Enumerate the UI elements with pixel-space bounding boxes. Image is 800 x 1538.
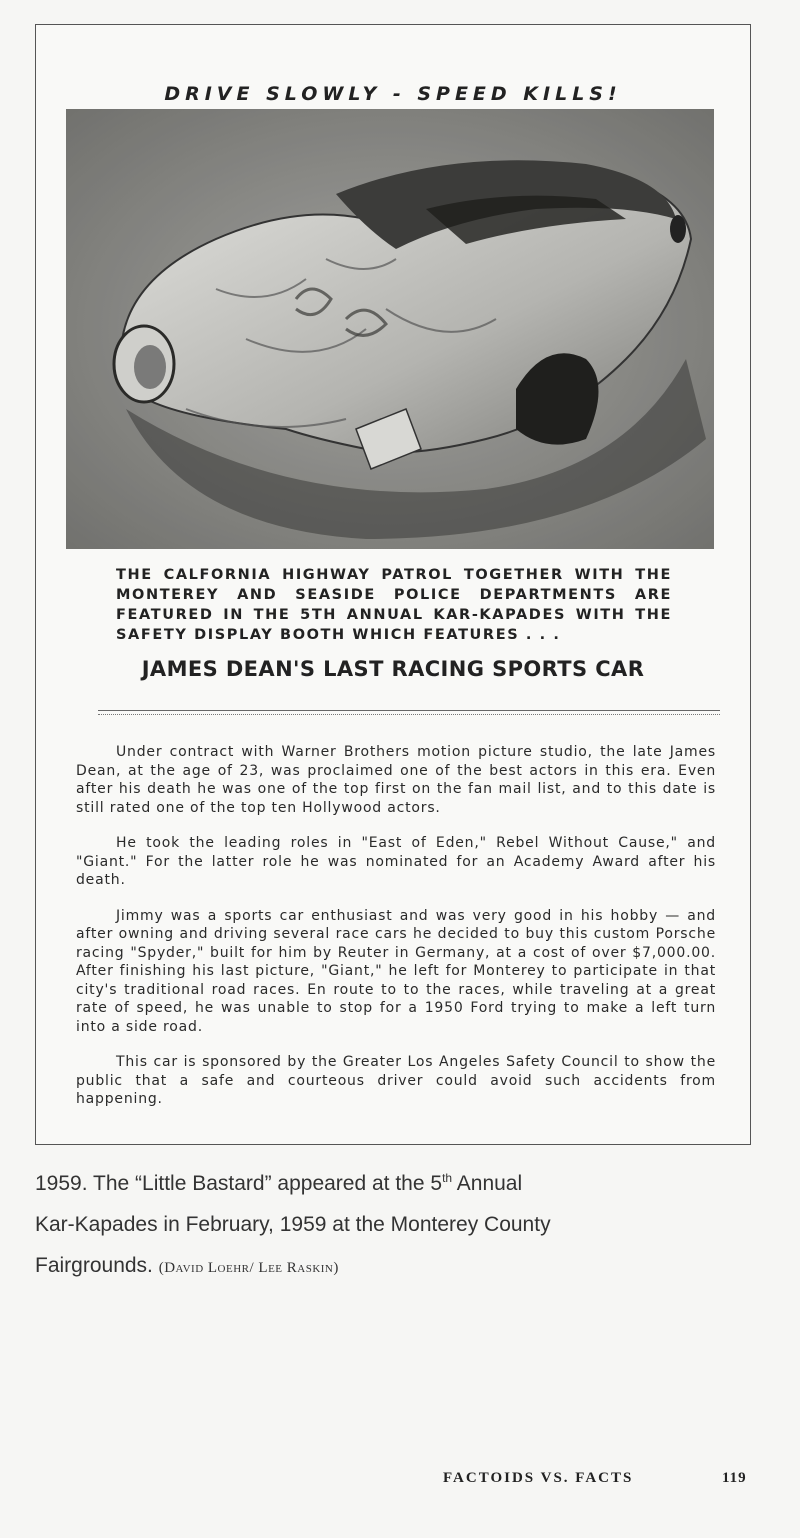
article-body [76, 743, 716, 1126]
newspaper-clipping [35, 24, 751, 1145]
caption-line-1-start: 1959. The “Little Bastard” appeared at the 5 [35, 1172, 443, 1195]
article-paragraph: Jimmy was a sports car enthusiast and was very good in his hobby — and after owning and driving several race cars he decided to buy this custom Porsche racing "Spyder," built for him by Reuter in Germany, at a cost of over $7,000.00. After finishing his last picture, "Giant," he left for Monterey to participate in that city's traditional road races. En route to to the races, while traveling at a great rate of speed, he was unable to stop for a 1950 Ford trying to make a left turn into a side road. [76, 907, 716, 1035]
page-number: 119 [722, 1470, 747, 1486]
caption-superscript: th [442, 1171, 453, 1185]
article-paragraph: Under contract with Warner Brothers motion picture studio, the late James Dean, at the age of 23, was proclaimed one of the best actors in this era. Even after his death he was one of the top first on the fan mail list, and to this date is still rated one of the top ten Hollywood actors. [76, 744, 716, 816]
article-paragraph: This car is sponsored by the Greater Los Angeles Safety Council to show the public that a safe and courteous driver could avoid such accidents from happening. [76, 1054, 716, 1107]
caption-line-3 [35, 1245, 655, 1289]
photo-caption [35, 1158, 655, 1289]
clipping-headline: DRIVE SLOWLY - SPEED KILLS! [164, 83, 622, 105]
running-footer-title: FACTOIDS VS. FACTS [443, 1470, 634, 1486]
article-paragraph: He took the leading roles in "East of Eden," Rebel Without Cause," and "Giant." For the latter role he was nominated for an Academy Award after his death. [76, 835, 716, 888]
subhead: JAMES DEAN'S LAST RACING SPORTS CAR [141, 657, 645, 681]
caption-line-1-end: Annual [452, 1172, 523, 1195]
caption-line-2: Kar-Kapades in February, 1959 at the Monterey County [35, 1213, 551, 1236]
intro-paragraph: THE CALFORNIA HIGHWAY PATROL TOGETHER WITH THE MONTEREY AND SEASIDE POLICE DEPARTMENTS ARE FEATURED IN THE 5TH ANNUAL KAR-KAPADES WITH THE SAFETY DISPLAY BOOTH WHICH FEATURES . . . [116, 567, 672, 643]
divider-rule [98, 710, 720, 715]
caption-line-3-text: Fairgrounds. [35, 1254, 153, 1277]
wrecked-car-illustration [66, 109, 714, 549]
caption-line-1 [35, 1158, 655, 1204]
wrecked-car-photo [66, 109, 714, 549]
photo-credit: (David Loehr/ Lee Raskin) [158, 1260, 339, 1276]
